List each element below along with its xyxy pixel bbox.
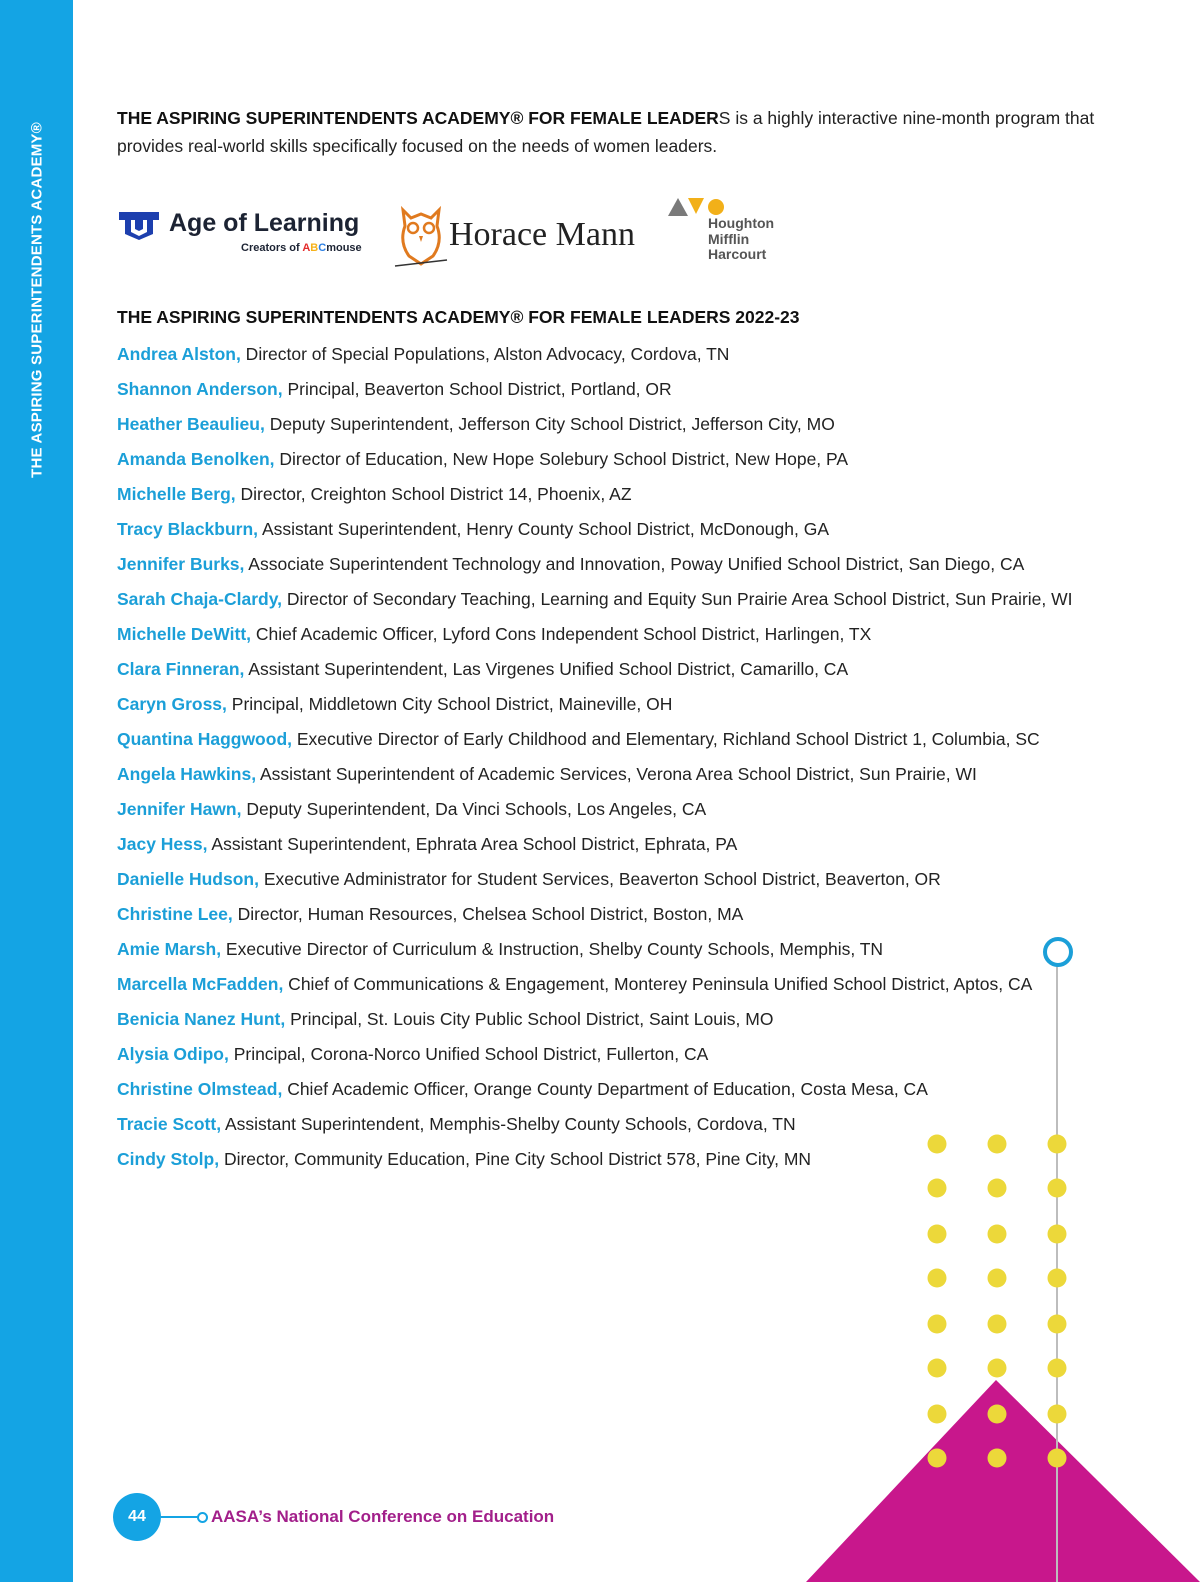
member-name: Amie Marsh, — [117, 939, 222, 959]
list-item — [117, 585, 1073, 620]
member-name: Caryn Gross, — [117, 694, 227, 714]
list-item — [117, 445, 1073, 480]
member-role: Assistant Superintendent, Ephrata Area School District, Ephrata, PA — [207, 834, 738, 854]
intro-text: S is a highly interactive nine-month program that provides real-world skills specifically focused on the needs of women leaders. — [117, 108, 1095, 156]
magenta-triangle-decoration — [806, 1380, 1200, 1582]
member-role: Executive Administrator for Student Services, Beaverton School District, Beaverton, OR — [258, 869, 941, 889]
member-name: Christine Olmstead, — [117, 1079, 283, 1099]
list-item — [117, 1075, 1073, 1110]
list-item — [117, 690, 1073, 725]
member-name: Marcella McFadden, — [117, 974, 284, 994]
age-of-learning-tagline: Creators of ABCmouse — [241, 242, 362, 254]
age-of-learning-mark-icon — [117, 210, 161, 242]
member-name: Heather Beaulieu, — [117, 414, 265, 434]
member-name: Danielle Hudson, — [117, 869, 259, 889]
member-name: Michelle DeWitt, — [117, 624, 252, 644]
list-item — [117, 865, 1073, 900]
member-name: Jennifer Hawn, — [117, 799, 242, 819]
horace-mann-owl-icon — [393, 202, 449, 270]
member-role: Associate Superintendent Technology and Innovation, Poway Unified School District, San Diego, CA — [244, 554, 1025, 574]
member-role: Principal, Corona-Norco Unified School District, Fullerton, CA — [228, 1044, 709, 1064]
yellow-dot — [988, 1225, 1007, 1244]
member-role: Assistant Superintendent, Henry County School District, McDonough, GA — [258, 519, 830, 539]
yellow-dot — [988, 1315, 1007, 1334]
footer-connector-dot — [197, 1512, 208, 1523]
member-name: Jacy Hess, — [117, 834, 208, 854]
member-role: Principal, St. Louis City Public School District, Saint Louis, MO — [285, 1009, 774, 1029]
member-role: Executive Director of Curriculum & Instruction, Shelby County Schools, Memphis, TN — [221, 939, 884, 959]
side-bar-label: THE ASPIRING SUPERINTENDENTS ACADEMY® — [28, 122, 46, 478]
member-role: Director, Human Resources, Chelsea School District, Boston, MA — [232, 904, 744, 924]
list-item — [117, 550, 1073, 585]
member-name: Christine Lee, — [117, 904, 233, 924]
member-role: Deputy Superintendent, Da Vinci Schools, Los Angeles, CA — [241, 799, 707, 819]
horace-mann-name: Horace Mann — [449, 216, 635, 253]
list-item — [117, 340, 1073, 375]
member-name: Alysia Odipo, — [117, 1044, 229, 1064]
member-name: Quantina Haggwood, — [117, 729, 292, 749]
member-name: Tracie Scott, — [117, 1114, 222, 1134]
member-role: Director of Secondary Teaching, Learning and Equity Sun Prairie Area School District, Sun Prairie, WI — [282, 589, 1073, 609]
member-name: Shannon Anderson, — [117, 379, 283, 399]
member-role: Assistant Superintendent, Las Virgenes Unified School District, Camarillo, CA — [244, 659, 849, 679]
member-name: Michelle Berg, — [117, 484, 236, 504]
list-item — [117, 935, 1073, 970]
list-item — [117, 900, 1073, 935]
side-bar — [0, 0, 73, 1582]
list-item — [117, 795, 1073, 830]
ring-decoration — [1043, 937, 1073, 967]
list-title: THE ASPIRING SUPERINTENDENTS ACADEMY® FOR FEMALE LEADERS 2022-23 — [117, 307, 800, 327]
member-role: Deputy Superintendent, Jefferson City School District, Jefferson City, MO — [264, 414, 835, 434]
member-role: Chief of Communications & Engagement, Monterey Peninsula Unified School District, Aptos, CA — [283, 974, 1033, 994]
member-name: Benicia Nanez Hunt, — [117, 1009, 286, 1029]
page-number-badge: 44 — [113, 1493, 161, 1541]
member-name: Cindy Stolp, — [117, 1149, 220, 1169]
yellow-dot — [988, 1179, 1007, 1198]
member-name: Tracy Blackburn, — [117, 519, 259, 539]
footer-connector-line — [161, 1516, 199, 1518]
age-of-learning-logo — [117, 205, 377, 265]
list-item — [117, 515, 1073, 550]
member-role: Assistant Superintendent of Academic Services, Verona Area School District, Sun Prairie, WI — [256, 764, 977, 784]
list-item — [117, 1005, 1073, 1040]
member-name: Sarah Chaja-Clardy, — [117, 589, 283, 609]
list-item — [117, 410, 1073, 445]
member-name: Angela Hawkins, — [117, 764, 257, 784]
yellow-dot — [928, 1315, 947, 1334]
list-item — [117, 620, 1073, 655]
member-role: Chief Academic Officer, Orange County Department of Education, Costa Mesa, CA — [282, 1079, 928, 1099]
member-role: Director, Creighton School District 14, Phoenix, AZ — [235, 484, 632, 504]
yellow-dot — [928, 1269, 947, 1288]
intro-bold: THE ASPIRING SUPERINTENDENTS ACADEMY® FOR FEMALE LEADER — [117, 108, 719, 128]
horace-mann-logo — [393, 200, 653, 270]
member-role: Director of Special Populations, Alston Advocacy, Cordova, TN — [240, 344, 730, 364]
list-item — [117, 725, 1073, 760]
member-role: Assistant Superintendent, Memphis-Shelby County Schools, Cordova, TN — [221, 1114, 796, 1134]
yellow-dot — [928, 1179, 947, 1198]
member-list — [117, 340, 1073, 1180]
member-name: Andrea Alston, — [117, 344, 241, 364]
vertical-line-decoration — [1056, 964, 1058, 1582]
member-role: Director of Education, New Hope Solebury School District, New Hope, PA — [274, 449, 849, 469]
hmh-name: Houghton Mifflin Harcourt — [708, 215, 775, 262]
list-item — [117, 970, 1073, 1005]
yellow-dot — [928, 1225, 947, 1244]
list-item — [117, 760, 1073, 795]
yellow-dot — [988, 1359, 1007, 1378]
member-role: Executive Director of Early Childhood and Elementary, Richland School District 1, Columbia, SC — [292, 729, 1040, 749]
list-item — [117, 1110, 1073, 1145]
list-item — [117, 1040, 1073, 1075]
list-item — [117, 1145, 1073, 1180]
list-item — [117, 655, 1073, 690]
footer-title: AASA’s National Conference on Education — [211, 1507, 555, 1526]
member-role: Principal, Beaverton School District, Portland, OR — [282, 379, 672, 399]
houghton-mifflin-harcourt-logo — [666, 196, 786, 268]
member-name: Amanda Benolken, — [117, 449, 275, 469]
list-item — [117, 480, 1073, 515]
list-item — [117, 830, 1073, 865]
member-role: Director, Community Education, Pine City School District 578, Pine City, MN — [219, 1149, 812, 1169]
member-name: Clara Finneran, — [117, 659, 245, 679]
member-role: Chief Academic Officer, Lyford Cons Independent School District, Harlingen, TX — [251, 624, 872, 644]
yellow-dot — [928, 1359, 947, 1378]
list-item — [117, 375, 1073, 410]
intro-paragraph — [117, 104, 1107, 160]
member-name: Jennifer Burks, — [117, 554, 245, 574]
member-role: Principal, Middletown City School District, Maineville, OH — [226, 694, 673, 714]
yellow-dot — [988, 1269, 1007, 1288]
age-of-learning-name: Age of Learning — [169, 209, 360, 237]
